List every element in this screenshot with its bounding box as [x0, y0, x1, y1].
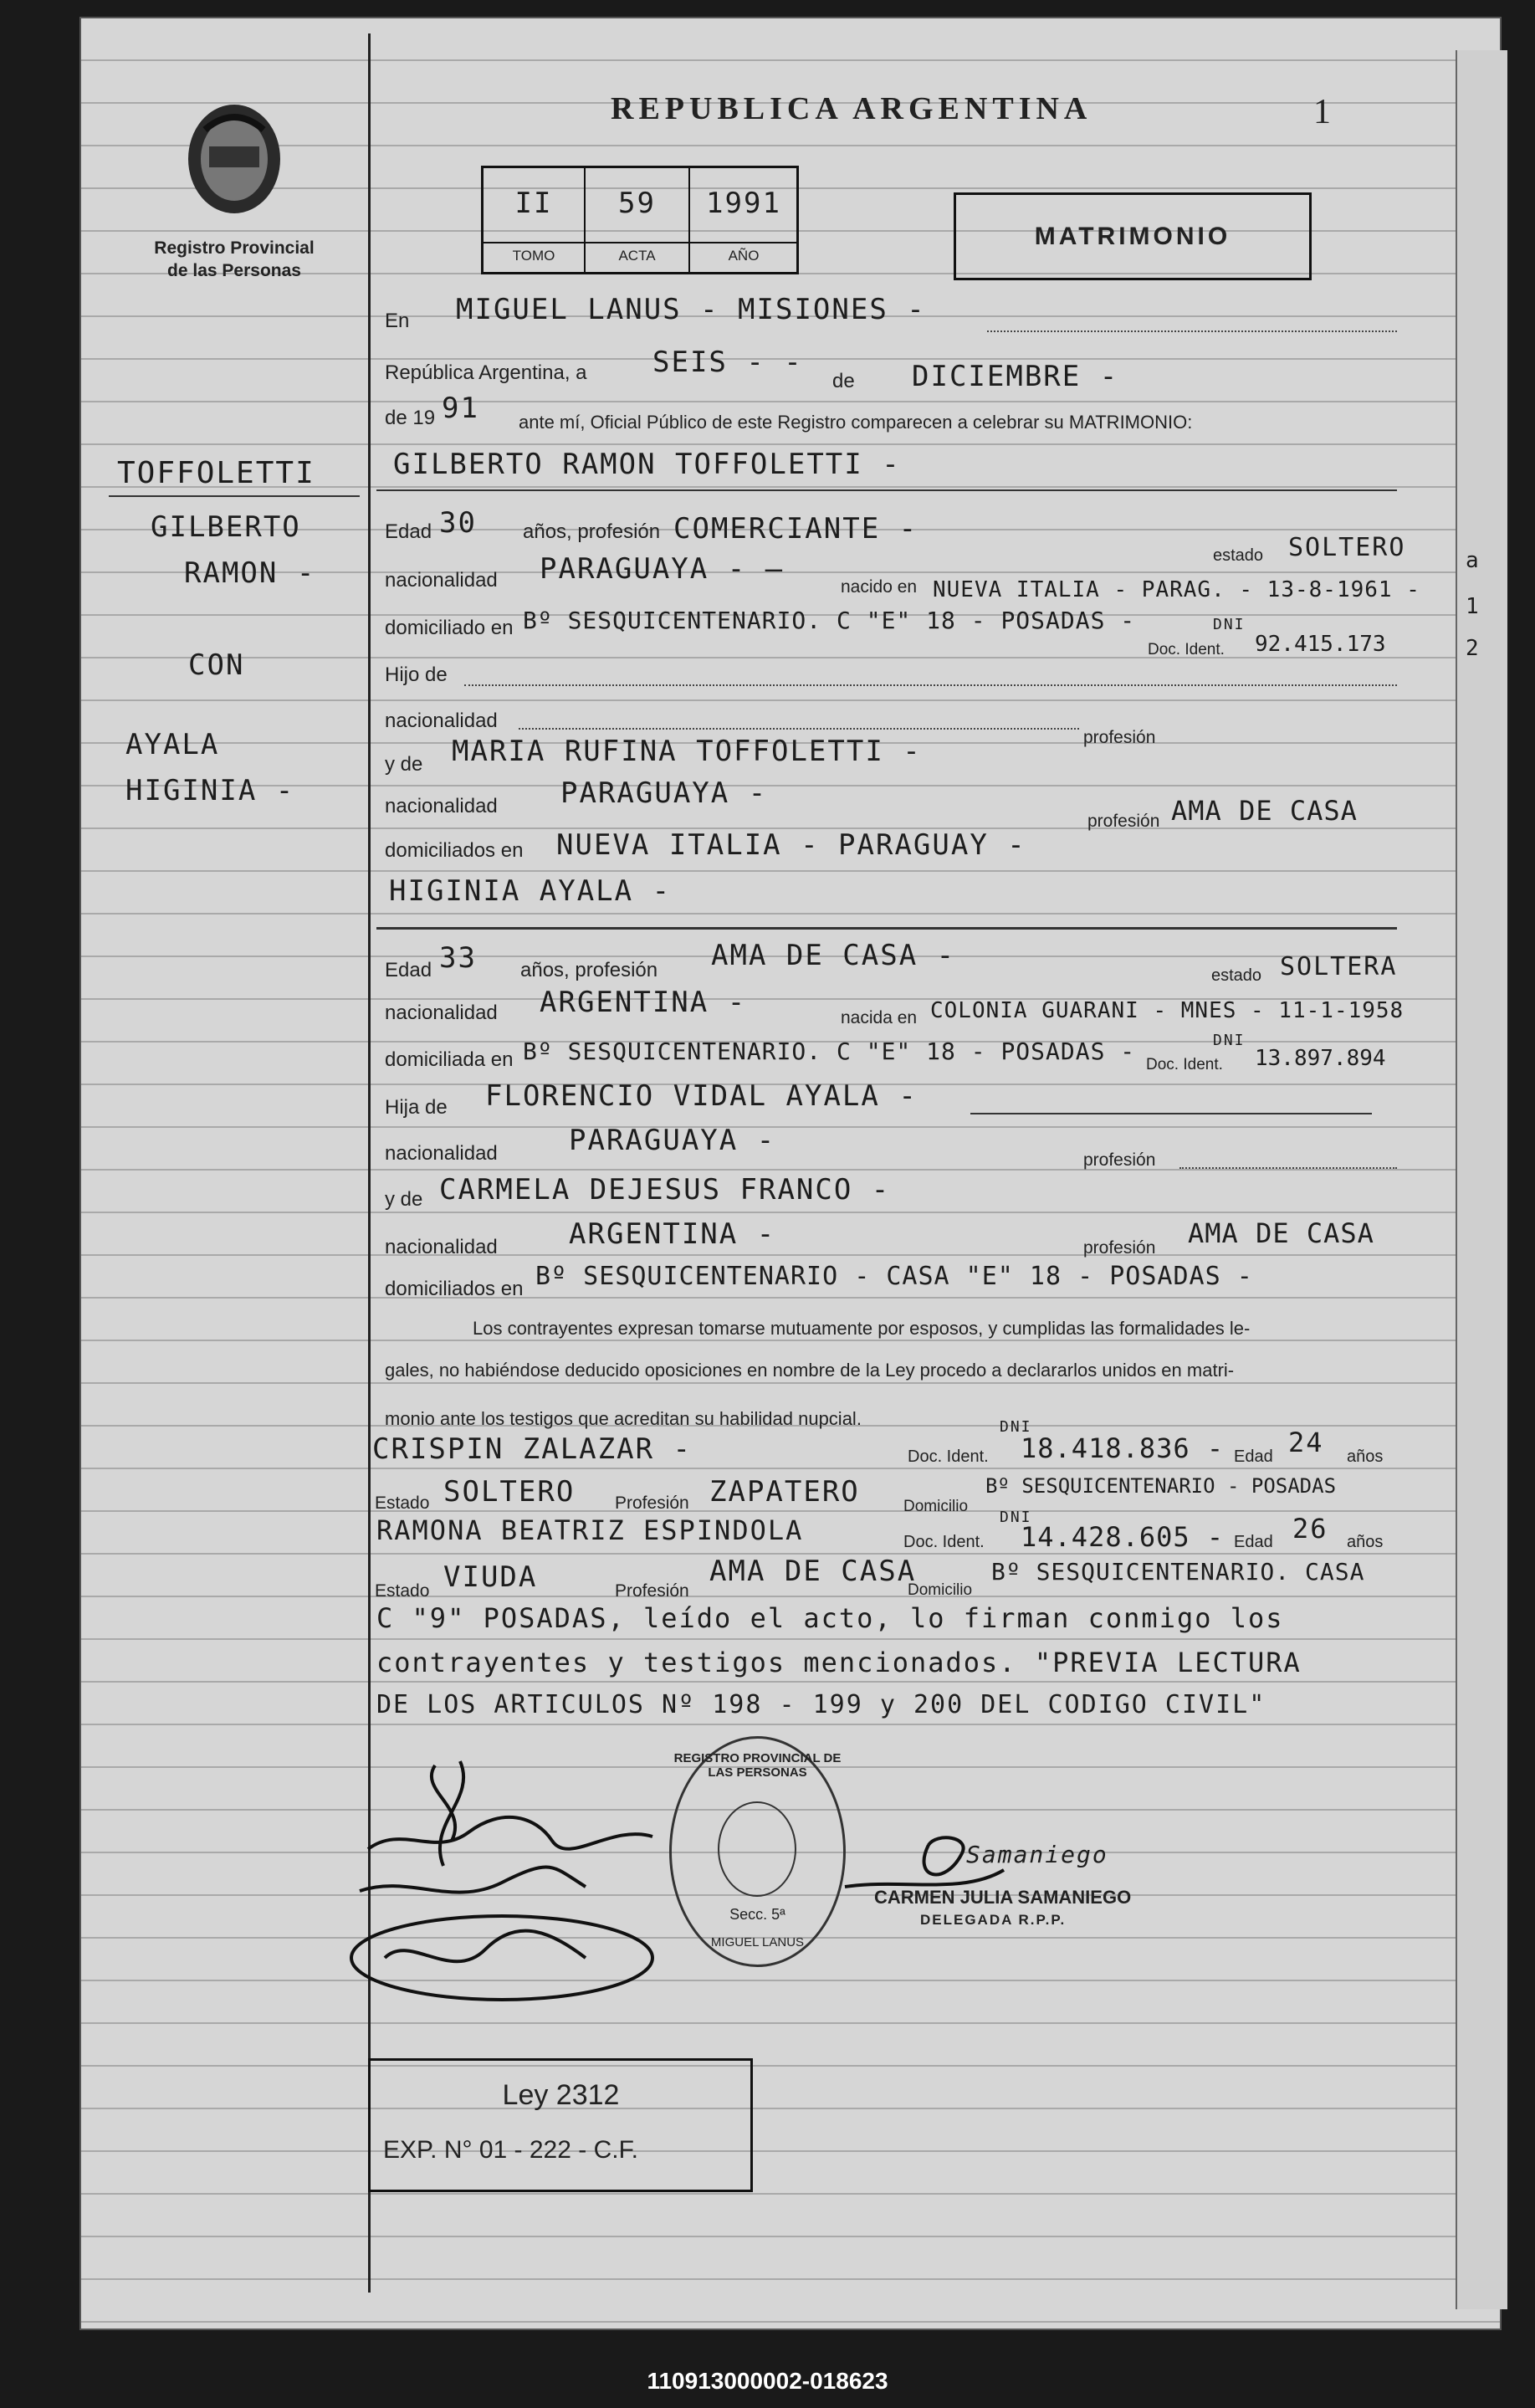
groom-mother-prof-label: profesión: [1087, 812, 1160, 831]
bride-nac-label: nacionalidad: [385, 1002, 498, 1024]
right-margin-mark-3: 2: [1466, 636, 1481, 661]
groom-dom-label: domiciliado en: [385, 617, 514, 639]
registry-name-line2: de las Personas: [167, 261, 301, 280]
margin-groom-given-1: GILBERTO: [151, 510, 301, 544]
bride-hija-label: Hija de: [385, 1096, 448, 1119]
groom-address: Bº SESQUICENTENARIO. C "E" 18 - POSADAS -: [523, 607, 1136, 634]
groom-full-name: GILBERTO RAMON TOFFOLETTI -: [393, 448, 901, 481]
groom-nacido-label: nacido en: [841, 577, 918, 597]
ano-label: AÑO: [728, 248, 760, 264]
groom-parents-address: NUEVA ITALIA - PARAGUAY -: [556, 828, 1026, 862]
acta-label: ACTA: [618, 248, 656, 264]
groom-parents-dom-label: domiciliados en: [385, 839, 524, 862]
closing-line-3: DE LOS ARTICULOS Nº 198 - 199 y 200 DEL CODIGO CIVIL": [376, 1690, 1266, 1719]
closing-line-2: contrayentes y testigos mencionados. "PREVIA LECTURA: [376, 1647, 1302, 1678]
groom-anos-label: años, profesión: [523, 520, 661, 543]
witness1-estado: SOLTERO: [443, 1475, 576, 1509]
bride-father-nat-label: nacionalidad: [385, 1142, 498, 1165]
exp-line: EXP. N° 01 - 222 - C.F.: [383, 2136, 638, 2164]
right-margin-mark-2: 1: [1466, 594, 1481, 619]
witness2-doc-type: DNI: [1000, 1509, 1032, 1526]
bride-father-name: FLORENCIO VIDAL AYALA -: [485, 1079, 918, 1113]
republica-label: República Argentina, a: [385, 361, 587, 384]
margin-groom-given-2: RAMON -: [184, 556, 316, 590]
margin-bride-surname: AYALA: [125, 728, 220, 761]
bride-address: Bº SESQUICENTENARIO. C "E" 18 - POSADAS -: [523, 1037, 1136, 1065]
ano-value: 1991: [706, 187, 781, 220]
place-value: MIGUEL LANUS - MISIONES -: [456, 293, 926, 326]
right-margin-mark-1: a: [1466, 548, 1481, 573]
groom-edad-label: Edad: [385, 520, 432, 543]
groom-profession: COMERCIANTE -: [673, 512, 918, 546]
bride-parents-address: Bº SESQUICENTENARIO - CASA "E" 18 - POSADAS -: [535, 1262, 1253, 1291]
declaration-line-3: monio ante los testigos que acreditan su habilidad nupcial.: [385, 1408, 862, 1429]
witness1-address: Bº SESQUICENTENARIO - POSADAS: [985, 1474, 1337, 1498]
en-label: En: [385, 310, 410, 332]
left-margin-column: [92, 33, 371, 2293]
de-label: de: [832, 370, 855, 392]
record-ref-box: [481, 166, 799, 274]
witness2-estado-label: Estado: [375, 1581, 430, 1601]
bride-dom-label: domiciliada en: [385, 1048, 514, 1071]
witness1-doc-label: Doc. Ident.: [908, 1447, 989, 1466]
groom-nationality: PARAGUAYA - —: [540, 552, 785, 586]
bride-age: 33: [439, 941, 477, 975]
witness2-profesion-label: Profesión: [615, 1581, 689, 1601]
bride-mother-profession: AMA DE CASA: [1188, 1217, 1374, 1249]
witness2-age: 26: [1292, 1513, 1328, 1545]
seal-text: REGISTRO PROVINCIAL DE LAS PERSONAS: [673, 1751, 842, 1780]
witness1-age: 24: [1288, 1427, 1324, 1458]
groom-father-prof-label: profesión: [1083, 728, 1156, 747]
bride-mother-nat-label: nacionalidad: [385, 1236, 498, 1258]
witness1-profession: ZAPATERO: [709, 1475, 860, 1509]
groom-estado-label: estado: [1213, 546, 1264, 565]
bride-mother-prof-label: profesión: [1083, 1238, 1156, 1258]
contrayentes-signatures: [335, 1740, 711, 2025]
bride-mother-name: CARMELA DEJESUS FRANCO -: [439, 1173, 891, 1207]
year-suffix: 91: [442, 392, 479, 425]
acta-value: 59: [618, 187, 656, 220]
bride-father-nationality: PARAGUAYA -: [569, 1124, 776, 1157]
tomo-label: TOMO: [512, 248, 555, 264]
witness1-name: CRISPIN ZALAZAR -: [372, 1432, 692, 1466]
ley-line: Ley 2312: [502, 2079, 620, 2111]
bride-born: COLONIA GUARANI - MNES - 11-1-1958: [930, 998, 1405, 1023]
groom-estado: SOLTERO: [1288, 533, 1406, 562]
witness2-address: Bº SESQUICENTENARIO. CASA: [991, 1558, 1365, 1586]
witness2-doc-label: Doc. Ident.: [903, 1533, 985, 1551]
closing-line-1: C "9" POSADAS, leído el acto, lo firman conmigo los: [376, 1602, 1284, 1634]
ley-stamp-box: [368, 2058, 753, 2192]
month-value: DICIEMBRE -: [912, 360, 1119, 393]
groom-nac-label: nacionalidad: [385, 569, 498, 592]
witness2-profession: AMA DE CASA: [709, 1555, 917, 1588]
groom-father-nat-label: nacionalidad: [385, 710, 498, 732]
margin-groom-surname: TOFFOLETTI: [117, 456, 315, 490]
groom-doc-type: DNI: [1213, 616, 1246, 633]
bride-yde-label: y de: [385, 1188, 423, 1211]
groom-age: 30: [439, 506, 477, 540]
province-emblem-icon: [180, 96, 289, 222]
document-title: REPUBLICA ARGENTINA: [611, 91, 1092, 126]
witness2-edad-label: Edad: [1234, 1533, 1273, 1551]
registry-seal: [669, 1736, 846, 1967]
witness2-name: RAMONA BEATRIZ ESPINDOLA: [376, 1514, 804, 1546]
groom-mother-name: MARIA RUFINA TOFFOLETTI -: [452, 735, 922, 768]
bride-father-prof-label: profesión: [1083, 1150, 1156, 1170]
witness1-estado-label: Estado: [375, 1493, 430, 1513]
groom-born: NUEVA ITALIA - PARAG. - 13-8-1961 -: [933, 577, 1420, 602]
document-id: 110913000002-018623: [647, 2368, 888, 2394]
officer-signature-text: Samaniego: [966, 1841, 1108, 1868]
witness1-doc-type: DNI: [1000, 1418, 1032, 1436]
intro-statement: ante mí, Oficial Público de este Registro comparecen a celebrar su MATRIMONIO:: [519, 412, 1193, 433]
groom-doc-label: Doc. Ident.: [1148, 641, 1225, 658]
groom-mother-nat-label: nacionalidad: [385, 795, 498, 817]
day-value: SEIS - -: [652, 346, 803, 379]
bride-doc-type: DNI: [1213, 1032, 1246, 1049]
declaration-line-1: Los contrayentes expresan tomarse mutuamente por esposos, y cumplidas las formalidades le-: [473, 1318, 1251, 1339]
bride-doc-number: 13.897.894: [1255, 1046, 1386, 1071]
groom-yde-label: y de: [385, 753, 423, 776]
witness1-anos-label: años: [1347, 1447, 1384, 1466]
groom-mother-profession: AMA DE CASA: [1171, 795, 1358, 827]
officer-title: DELEGADA R.P.P.: [920, 1912, 1067, 1928]
officer-name: CARMEN JULIA SAMANIEGO: [874, 1887, 1132, 1908]
bride-edad-label: Edad: [385, 959, 432, 981]
bride-estado: SOLTERA: [1280, 952, 1398, 981]
seal-bottom: MIGUEL LANUS: [710, 1935, 805, 1949]
seal-inner: Secc. 5ª: [729, 1906, 785, 1923]
registry-name-line1: Registro Provincial: [154, 238, 315, 258]
witness2-doc-number: 14.428.605 -: [1021, 1521, 1225, 1553]
bride-full-name: HIGINIA AYALA -: [389, 874, 672, 908]
margin-con: CON: [188, 648, 245, 682]
witness1-doc-number: 18.418.836 -: [1021, 1432, 1225, 1464]
witness1-edad-label: Edad: [1234, 1447, 1273, 1466]
tomo-value: II: [514, 187, 553, 220]
record-type-box: MATRIMONIO: [954, 192, 1312, 280]
groom-mother-nationality: PARAGUAYA -: [560, 776, 768, 810]
bride-estado-label: estado: [1211, 966, 1262, 985]
bride-nationality: ARGENTINA -: [540, 986, 747, 1019]
witness2-estado: VIUDA: [443, 1560, 538, 1594]
witness1-profesion-label: Profesión: [615, 1493, 689, 1513]
bride-profession: AMA DE CASA -: [711, 939, 956, 972]
bride-mother-nationality: ARGENTINA -: [569, 1217, 776, 1251]
witness2-domicilio-label: Domicilio: [908, 1581, 973, 1599]
witness2-anos-label: años: [1347, 1533, 1384, 1551]
bride-nacida-label: nacida en: [841, 1008, 918, 1027]
declaration-line-2: gales, no habiéndose deducido oposiciones en nombre de la Ley procedo a declararlos unidos en matri-: [385, 1360, 1235, 1381]
margin-bride-given: HIGINIA -: [125, 774, 295, 807]
bride-parents-dom-label: domiciliados en: [385, 1278, 524, 1300]
bride-doc-label: Doc. Ident.: [1146, 1056, 1223, 1073]
year-prefix: de 19: [385, 407, 436, 429]
page-number: 1: [1313, 93, 1331, 131]
groom-doc-number: 92.415.173: [1255, 632, 1386, 657]
bride-anos-label: años, profesión: [520, 959, 658, 981]
witness1-domicilio-label: Domicilio: [903, 1498, 969, 1515]
page-edge-strip: [1456, 50, 1507, 2309]
groom-hijo-label: Hijo de: [385, 663, 448, 686]
